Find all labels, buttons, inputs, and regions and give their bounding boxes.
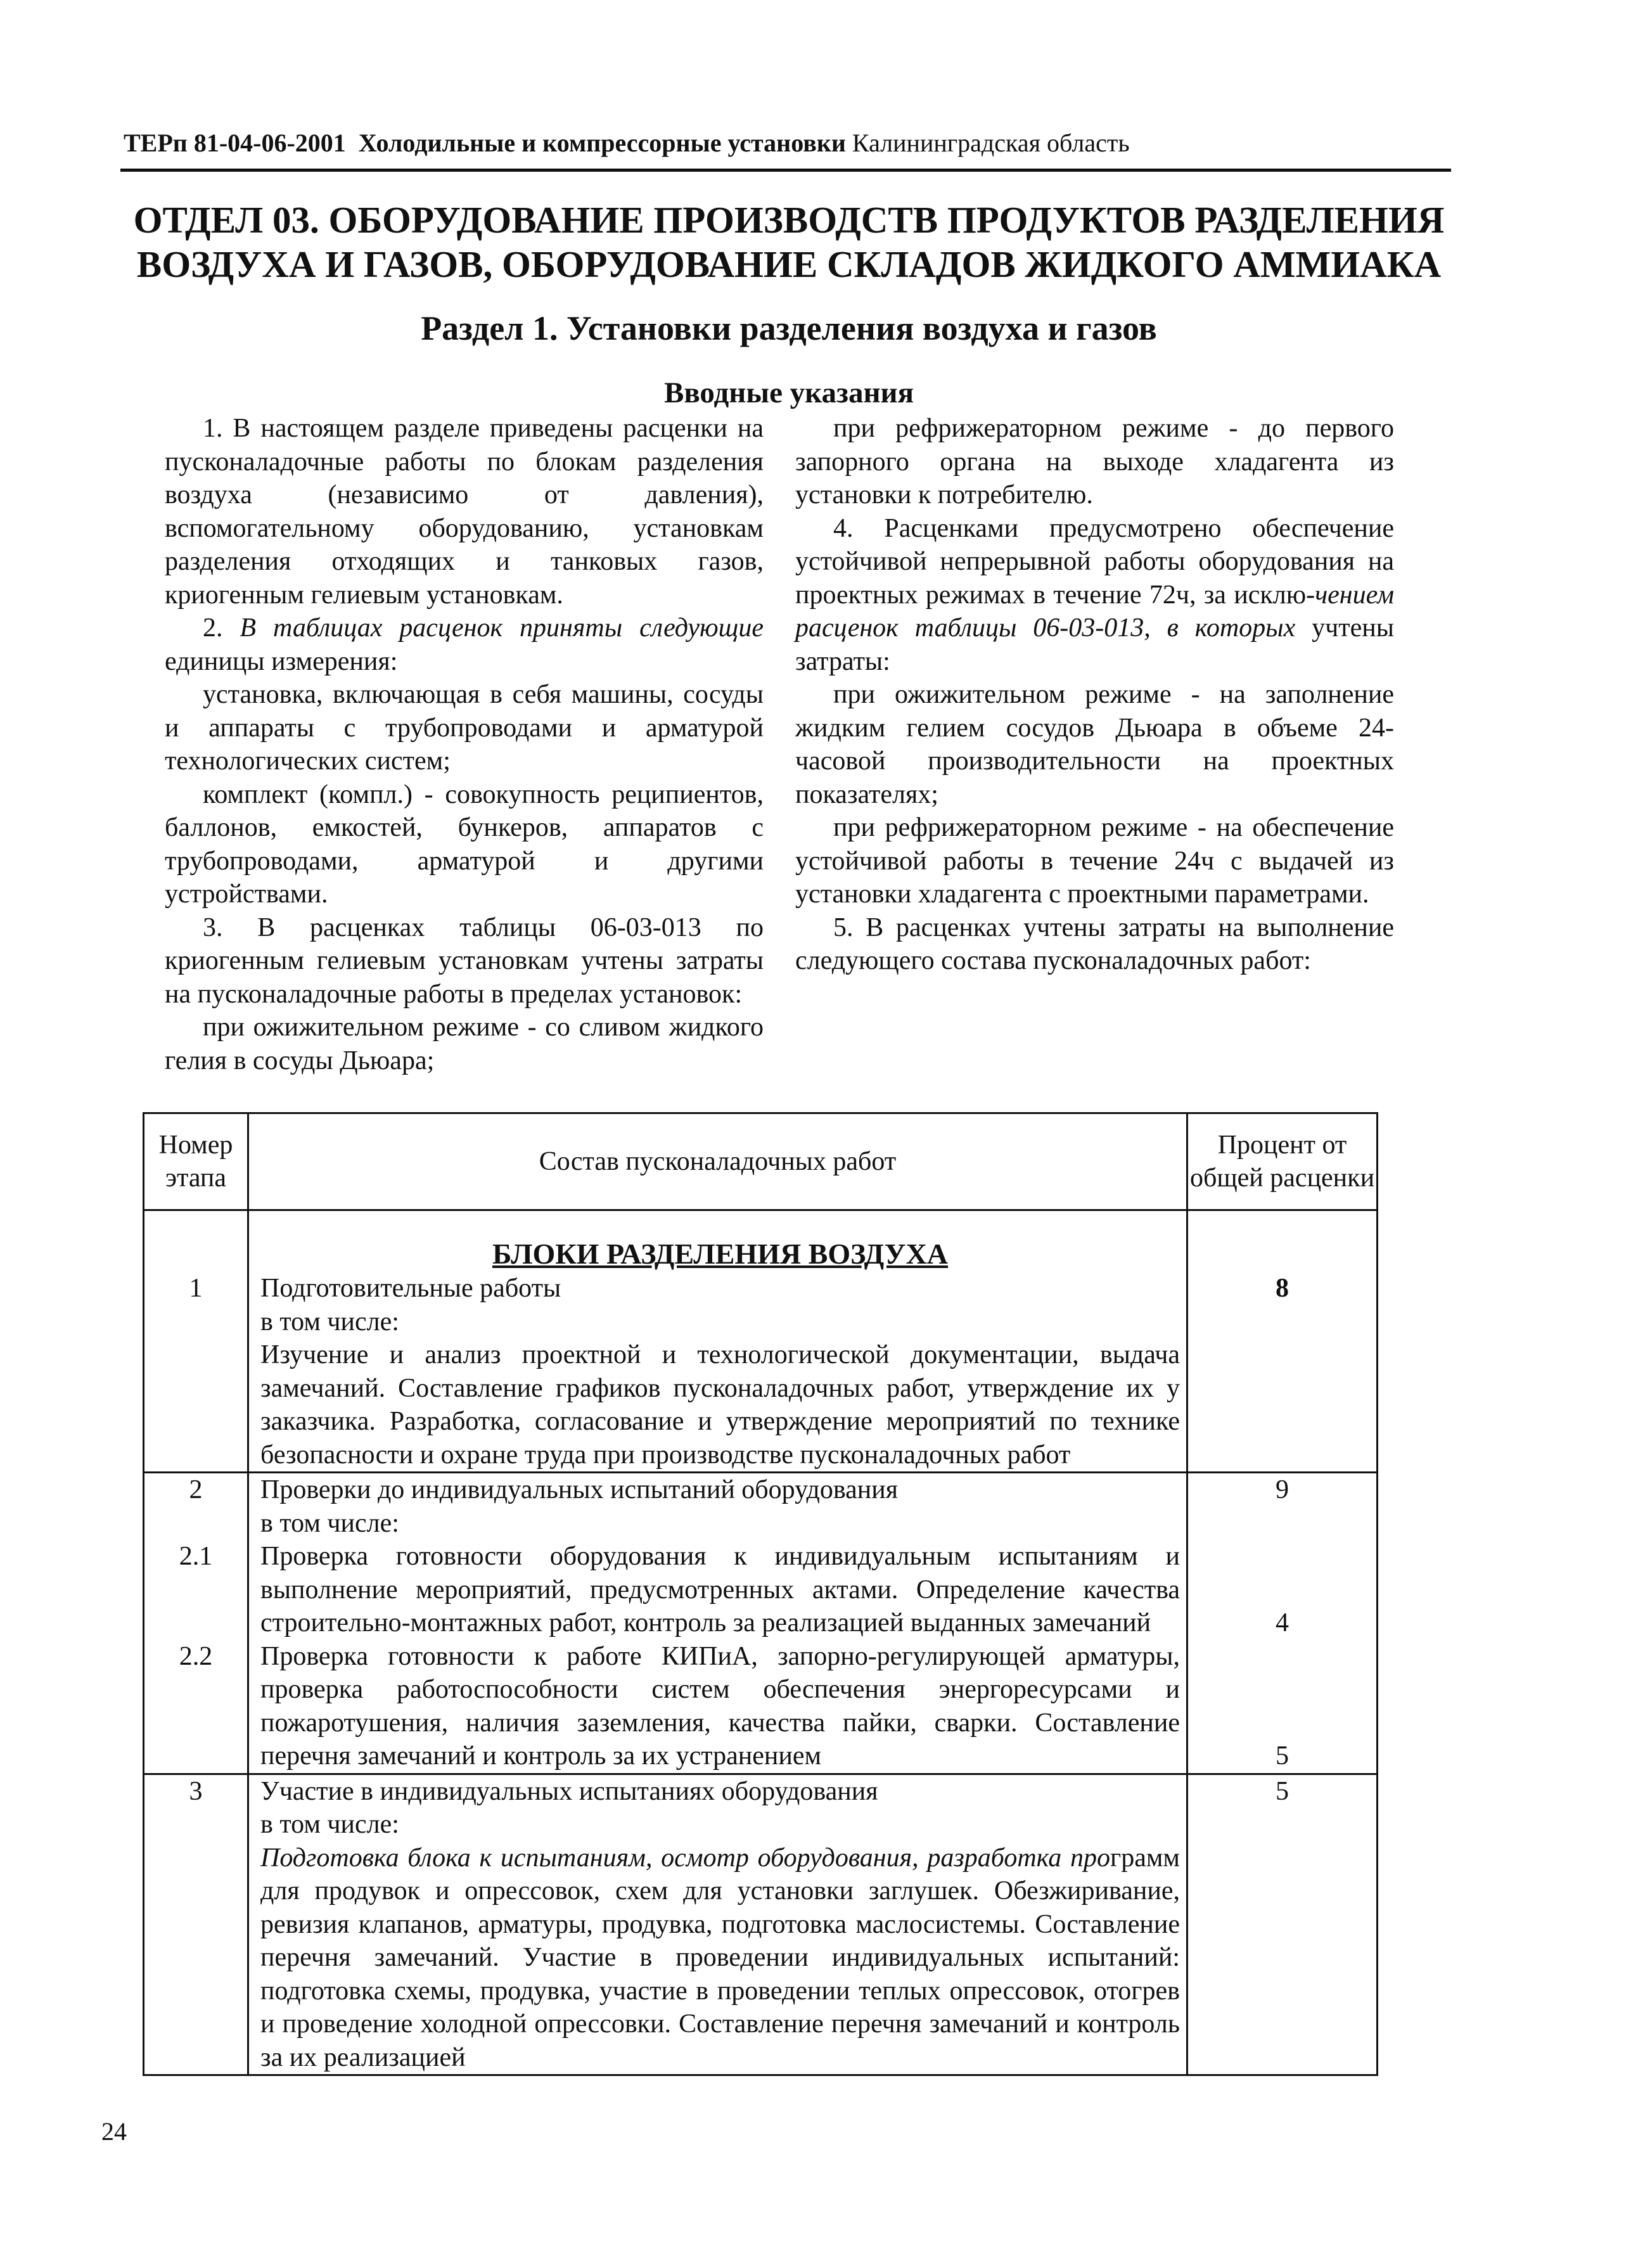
substage-description: Проверка готовности к работе КИПиА, запорно-регулирующей арматуры, проверка работоспособности систем обеспечения энергоресурсами и пожаротушения, наличия заземления, качества пайки, сварки. Составление перечня замечаний и контроль за их устранением xyxy=(260,1641,1180,1771)
substage-number: 2.1 xyxy=(179,1542,213,1571)
header-percent: Процент от общей расценки xyxy=(1187,1113,1378,1210)
table-header-row xyxy=(144,1113,1378,1210)
stage-percent-cell xyxy=(1187,1774,1378,2075)
stage-number-cell xyxy=(144,1774,248,2075)
otdel-title-line-1: ОТДЕЛ 03. ОБОРУДОВАНИЕ ПРОИЗВОДСТВ ПРОДУКТОВ РАЗДЕЛЕНИЯ xyxy=(133,199,1445,241)
substage-percent: 5 xyxy=(1276,1741,1289,1771)
intro-para-3: установка, включающая в себя машины, сосуды и аппараты с трубопроводами и арматурой технологических систем; xyxy=(165,680,764,776)
stage-content-cell xyxy=(248,1210,1187,1473)
stage-description: Изучение и анализ проектной и технологической документации, выдача замечаний. Составление графиков пусконаладочных работ, утверждение их у заказчика. Разработка, согласование и утверждение мероприятий по технике безопасности и охране труда при производстве пусконаладочных работ xyxy=(260,1340,1180,1470)
intro-para-1: 1. В настоящем разделе приведены расценки на пусконаладочные работы по блокам разделения воздуха (независимо от давления), вспомогательному оборудованию, установкам разделения отходящих и танковых газов, криогенным гелиевым установкам. xyxy=(165,414,764,610)
otdel-title xyxy=(120,198,1457,286)
doc-code: ТЕРп 81-04-06-2001 xyxy=(124,129,346,157)
intro-para-8: 4. Расценками предусмотрено обеспечение устойчивой непрерывной работы оборудования на проектных режимах в течение 72ч, за исклю-чением расценок таблицы 06-03-013, в которых учтены затраты: xyxy=(795,513,1394,676)
stage-included: в том числе: xyxy=(260,1810,399,1839)
work-composition-table xyxy=(143,1112,1378,2076)
doc-region: Калининградская область xyxy=(852,129,1130,157)
block-title: БЛОКИ РАЗДЕЛЕНИЯ ВОЗДУХА xyxy=(492,1238,949,1270)
intro-para-6: при ожижительном режиме - со сливом жидкого гелия в сосуды Дьюара; xyxy=(165,1013,764,1075)
stage-content-cell xyxy=(248,1774,1187,2075)
intro-left-column xyxy=(165,412,764,1077)
intro-para-2: 2. В таблицах расценок приняты следующие единицы измерения: xyxy=(165,613,764,676)
stage-title: Проверки до индивидуальных испытаний оборудования xyxy=(260,1475,899,1504)
stage-title: Подготовительные работы xyxy=(260,1274,561,1303)
intro-para-4: комплект (компл.) - совокупность реципиентов, баллонов, емкостей, бункеров, аппаратов с трубопроводами, арматурой и другими устройствами. xyxy=(165,779,764,909)
intro-right-column xyxy=(795,412,1394,978)
intro-para-11: 5. В расценках учтены затраты на выполнение следующего состава пусконаладочных работ: xyxy=(795,913,1394,975)
stage-included: в том числе: xyxy=(260,1508,399,1538)
stage-percent-cell xyxy=(1187,1473,1378,1774)
header-work-composition: Состав пусконаладочных работ xyxy=(248,1113,1187,1210)
header-stage-number: Номер этапа xyxy=(144,1113,248,1210)
substage-description: Проверка готовности оборудования к индивидуальным испытаниям и выполнение мероприятий, предусмотренных актами. Определение качества строительно-монтажных работ, контроль за реализацией выданных замечаний xyxy=(260,1542,1180,1637)
table-row xyxy=(144,1774,1378,2075)
stage-number: 3 xyxy=(189,1776,203,1806)
stage-percent: 9 xyxy=(1276,1475,1289,1504)
stage-number: 1 xyxy=(189,1274,203,1303)
stage-description: Подготовка блока к испытаниям, осмотр оборудования, разработка программ для продувок и опрессовок, схем для установки заглушек. Обезжиривание, ревизия клапанов, арматуры, продувка, подготовка маслосистемы. Составление перечня замечаний. Участие в проведении индивидуальных испытаний: подготовка схемы, продувка, участие в проведении теплых опрессовок, отогрев и проведение холодной опрессовки. Составление перечня замечаний и контроль за их реализацией xyxy=(260,1843,1180,2072)
doc-title: Холодильные и компрессорные установки xyxy=(358,129,846,157)
table-row xyxy=(144,1210,1378,1473)
intro-para-7: при рефрижераторном режиме - до первого запорного органа на выходе хладагента из установки к потребителю. xyxy=(795,414,1394,509)
intro-para-9: при ожижительном режиме - на заполнение жидким гелием сосудов Дьюара в объеме 24-часовой производительности на проектных показателях; xyxy=(795,680,1394,809)
intro-para-10: при рефрижераторном режиме - на обеспечение устойчивой работы в течение 24ч с выдачей из установки хладагента с проектными параметрами. xyxy=(795,813,1394,909)
page-number: 24 xyxy=(101,2117,127,2146)
substage-percent: 4 xyxy=(1276,1608,1289,1637)
stage-percent: 8 xyxy=(1276,1274,1289,1303)
stage-number-cell xyxy=(144,1473,248,1774)
intro-heading: Вводные указания xyxy=(663,376,914,409)
stage-title: Участие в индивидуальных испытаниях оборудования xyxy=(260,1776,878,1806)
substage-number: 2.2 xyxy=(179,1641,213,1671)
table-row xyxy=(144,1473,1378,1774)
stage-percent: 5 xyxy=(1276,1776,1289,1806)
running-header xyxy=(124,127,1448,165)
stage-number-cell xyxy=(144,1210,248,1473)
stage-percent-cell xyxy=(1187,1210,1378,1473)
intro-para-5: 3. В расценках таблицы 06-03-013 по криогенным гелиевым установкам учтены затраты на пусконаладочные работы в пределах установок: xyxy=(165,913,764,1009)
stage-number: 2 xyxy=(189,1475,203,1504)
otdel-title-line-2: ВОЗДУХА И ГАЗОВ, ОБОРУДОВАНИЕ СКЛАДОВ ЖИДКОГО АММИАКА xyxy=(136,243,1442,285)
stage-content-cell xyxy=(248,1473,1187,1774)
razdel-title: Раздел 1. Установки разделения воздуха и газов xyxy=(421,309,1157,347)
header-rule xyxy=(120,169,1451,172)
stage-included: в том числе: xyxy=(260,1307,399,1336)
